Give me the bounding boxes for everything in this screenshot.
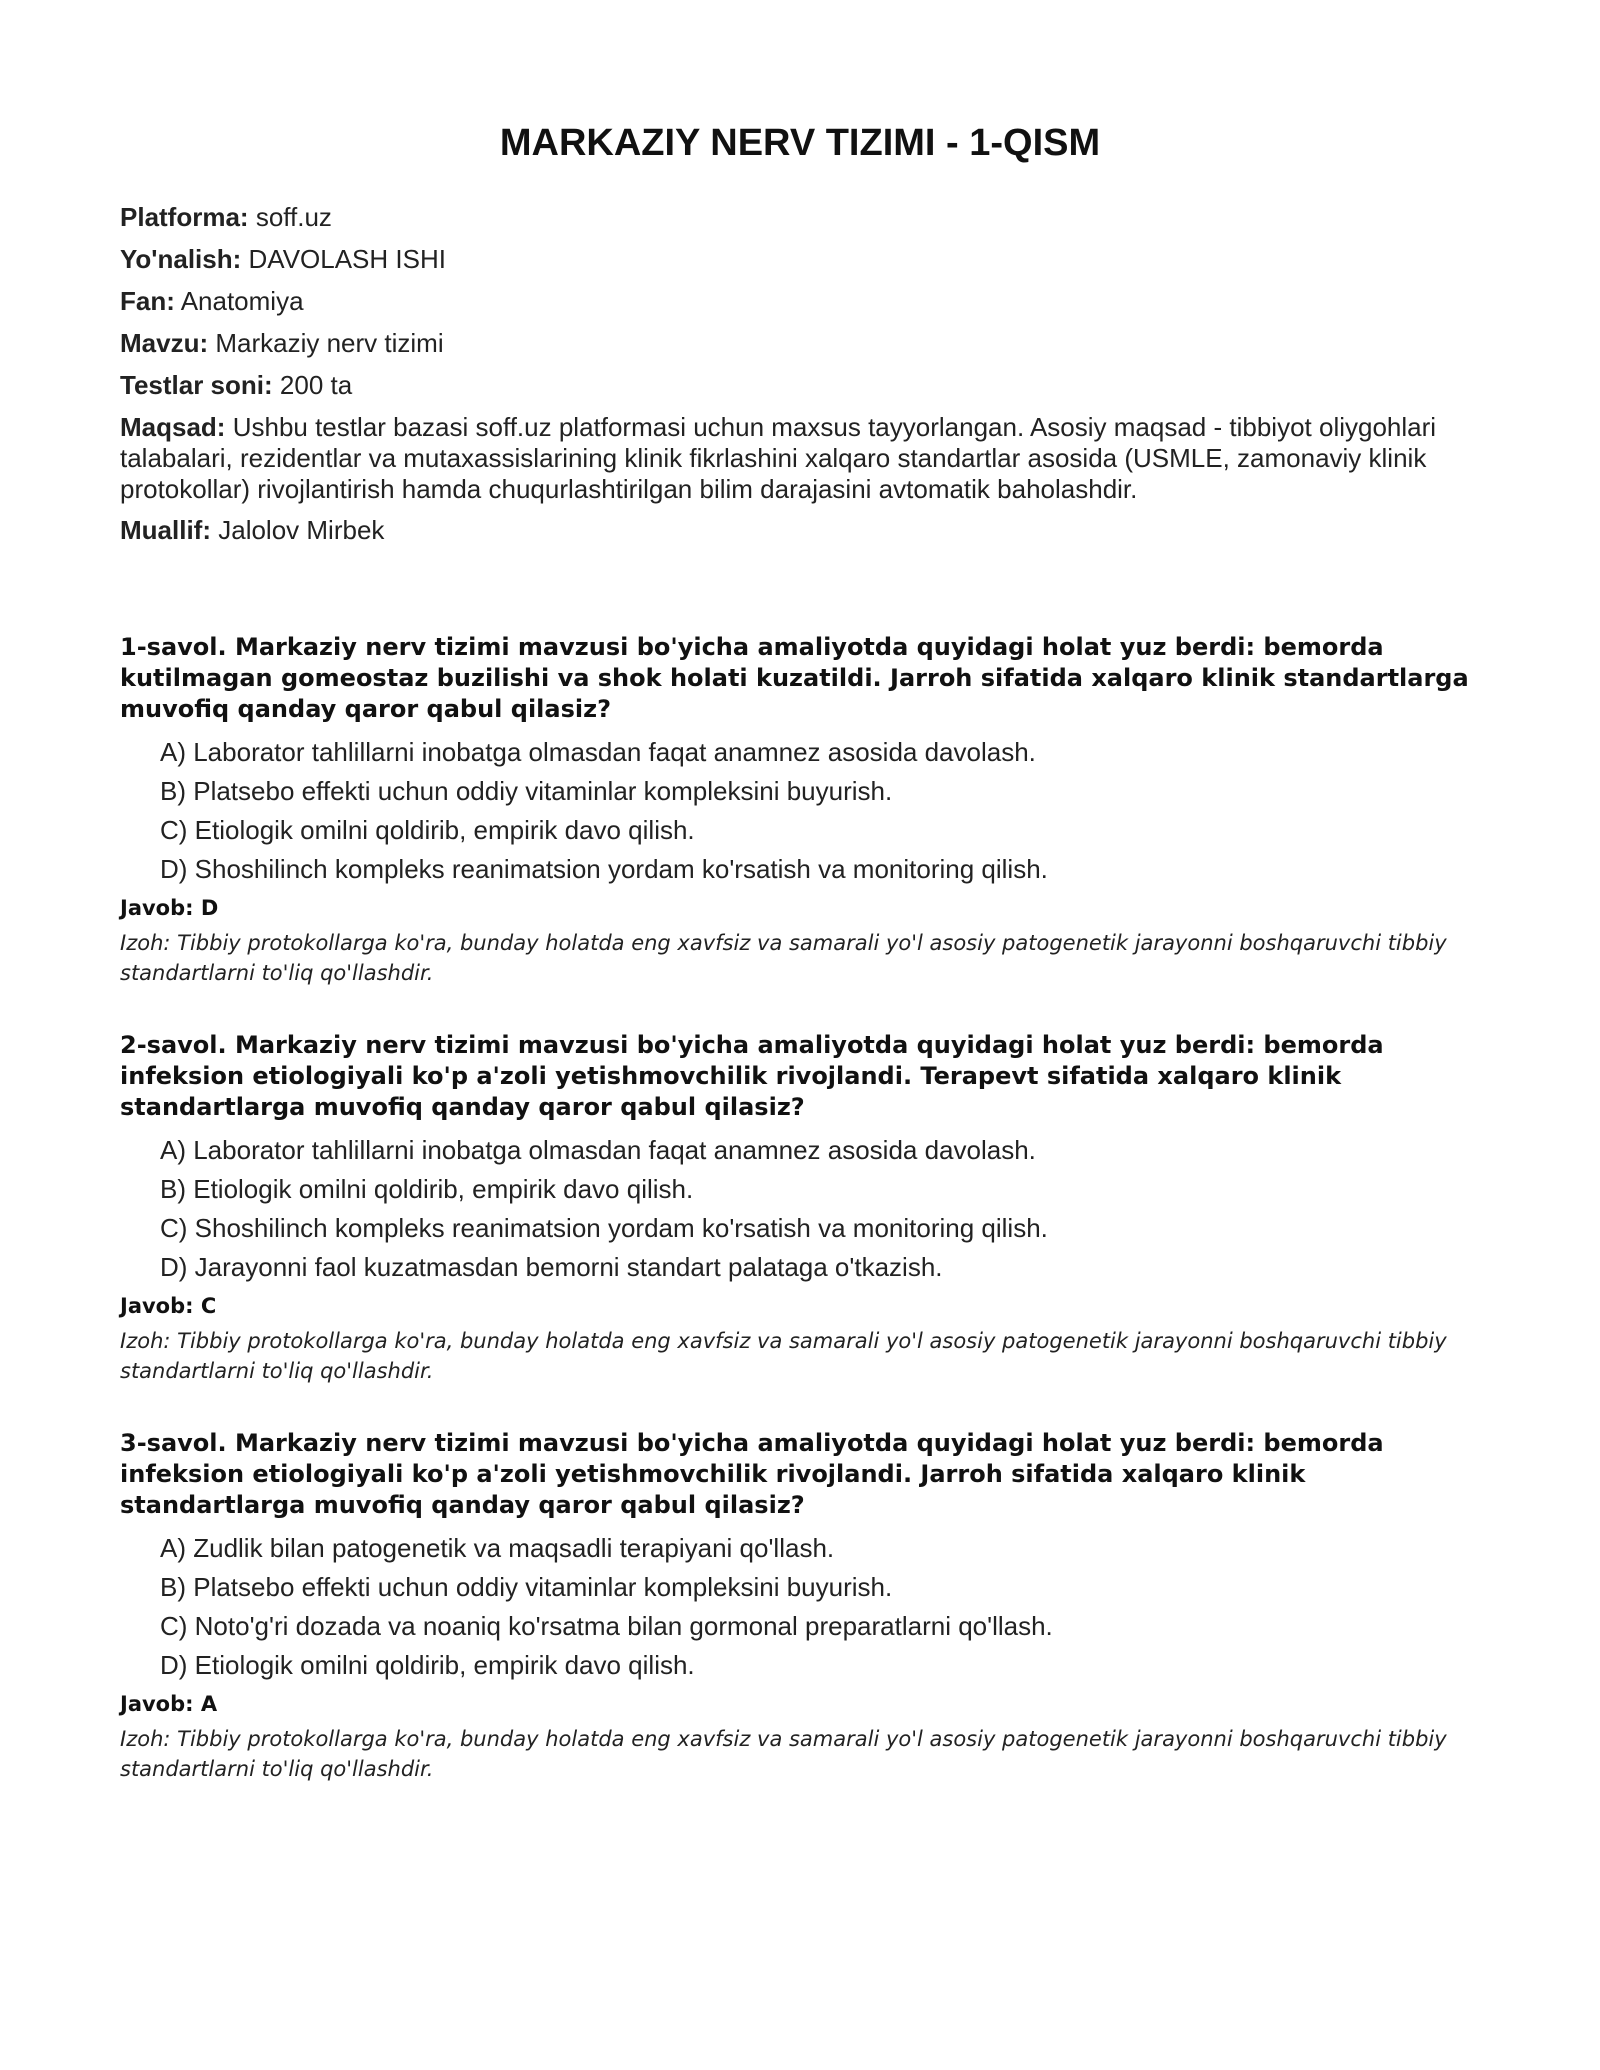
explanation-note: Izoh: Tibbiy protokollarga ko'ra, bunday holatda eng xavfsiz va samarali yo'l asosiy patogenetik jarayonni boshqaruvchi tibbiy standartlarni to'liq qo'llashdir. <box>120 1329 1447 1383</box>
question-text: 1-savol. Markaziy nerv tizimi mavzusi bo'yicha amaliyotda quyidagi holat yuz berdi: bemorda kutilmagan gomeostaz buzilishi va shok holati kuzatildi. Jarroh sifatida xalqaro klinik standartlarga muvofiq qanday qaror qabul qilasiz? <box>120 633 1469 723</box>
question-item <box>120 1428 1480 1784</box>
meta-value: Anatomiya <box>180 286 304 316</box>
answer-option: A) Zudlik bilan patogenetik va maqsadli terapiyani qo'llash. <box>160 1533 835 1563</box>
meta-value: Jalolov Mirbek <box>218 515 385 545</box>
question-text: 3-savol. Markaziy nerv tizimi mavzusi bo'yicha amaliyotda quyidagi holat yuz berdi: bemorda infeksion etiologiyali ko'p a'zoli yetishmovchilik rivojlandi. Jarroh sifatida xalqaro klinik standartlarga muvofiq qanday qaror qabul qilasiz? <box>120 1429 1384 1519</box>
meta-value: Ushbu testlar bazasi soff.uz platformasi uchun maxsus tayyorlangan. Asosiy maqsad - tibbiyot oliygohlari talabalari, rezidentlar va mutaxassislarining klinik fikrlashini xalqaro standartlar asosida (USMLE, zamonaviy klinik protokollar) rivojlantirish hamda chuqurlashtirilgan bilim darajasini avtomatik baholashdir. <box>120 412 1437 504</box>
answer-option: B) Platsebo effekti uchun oddiy vitaminlar kompleksini buyurish. <box>160 1572 893 1602</box>
correct-answer: Javob: A <box>120 1692 218 1716</box>
meta-value: DAVOLASH ISHI <box>248 244 446 274</box>
meta-label: Testlar soni: <box>120 370 273 400</box>
meta-yonalish <box>120 244 1480 275</box>
meta-fan <box>120 286 1480 317</box>
meta-maqsad <box>120 412 1480 505</box>
answer-option: B) Platsebo effekti uchun oddiy vitaminlar kompleksini buyurish. <box>160 776 893 806</box>
answer-option: A) Laborator tahlillarni inobatga olmasdan faqat anamnez asosida davolash. <box>160 737 1036 767</box>
meta-muallif <box>120 515 1480 546</box>
explanation-note: Izoh: Tibbiy protokollarga ko'ra, bunday holatda eng xavfsiz va samarali yo'l asosiy patogenetik jarayonni boshqaruvchi tibbiy standartlarni to'liq qo'llashdir. <box>120 1727 1447 1781</box>
answer-option: C) Etiologik omilni qoldirib, empirik davo qilish. <box>160 815 695 845</box>
meta-mavzu <box>120 328 1480 359</box>
answer-options <box>120 1135 1480 1282</box>
meta-value: Markaziy nerv tizimi <box>215 328 444 358</box>
question-text: 2-savol. Markaziy nerv tizimi mavzusi bo'yicha amaliyotda quyidagi holat yuz berdi: bemorda infeksion etiologiyali ko'p a'zoli yetishmovchilik rivojlandi. Terapevt sifatida xalqaro klinik standartlarga muvofiq qanday qaror qabul qilasiz? <box>120 1031 1384 1121</box>
meta-label: Fan: <box>120 286 175 316</box>
explanation-note: Izoh: Tibbiy protokollarga ko'ra, bunday holatda eng xavfsiz va samarali yo'l asosiy patogenetik jarayonni boshqaruvchi tibbiy standartlarni to'liq qo'llashdir. <box>120 931 1447 985</box>
answer-option: A) Laborator tahlillarni inobatga olmasdan faqat anamnez asosida davolash. <box>160 1135 1036 1165</box>
meta-value: soff.uz <box>255 202 332 232</box>
question-item <box>120 1030 1480 1386</box>
answer-option: B) Etiologik omilni qoldirib, empirik davo qilish. <box>160 1174 694 1204</box>
questions-list <box>120 632 1480 1784</box>
document-title: MARKAZIY NERV TIZIMI - 1-QISM <box>499 122 1101 164</box>
meta-label: Maqsad: <box>120 412 226 442</box>
meta-value: 200 ta <box>279 370 353 400</box>
meta-label: Yo'nalish: <box>120 244 242 274</box>
correct-answer: Javob: D <box>120 896 219 920</box>
correct-answer: Javob: C <box>120 1294 217 1318</box>
question-item <box>120 632 1480 988</box>
answer-options <box>120 737 1480 884</box>
meta-label: Platforma: <box>120 202 249 232</box>
meta-platforma <box>120 202 1480 233</box>
answer-option: C) Noto'g'ri dozada va noaniq ko'rsatma bilan gormonal preparatlarni qo'llash. <box>160 1611 1053 1641</box>
answer-options <box>120 1533 1480 1680</box>
answer-option: C) Shoshilinch kompleks reanimatsion yordam ko'rsatish va monitoring qilish. <box>160 1213 1048 1243</box>
answer-option: D) Jarayonni faol kuzatmasdan bemorni standart palataga o'tkazish. <box>160 1252 943 1282</box>
metadata-block <box>120 202 1480 546</box>
meta-label: Muallif: <box>120 515 211 545</box>
meta-testlar-soni <box>120 370 1480 401</box>
answer-option: D) Etiologik omilni qoldirib, empirik davo qilish. <box>160 1650 695 1680</box>
answer-option: D) Shoshilinch kompleks reanimatsion yordam ko'rsatish va monitoring qilish. <box>160 854 1048 884</box>
meta-label: Mavzu: <box>120 328 209 358</box>
